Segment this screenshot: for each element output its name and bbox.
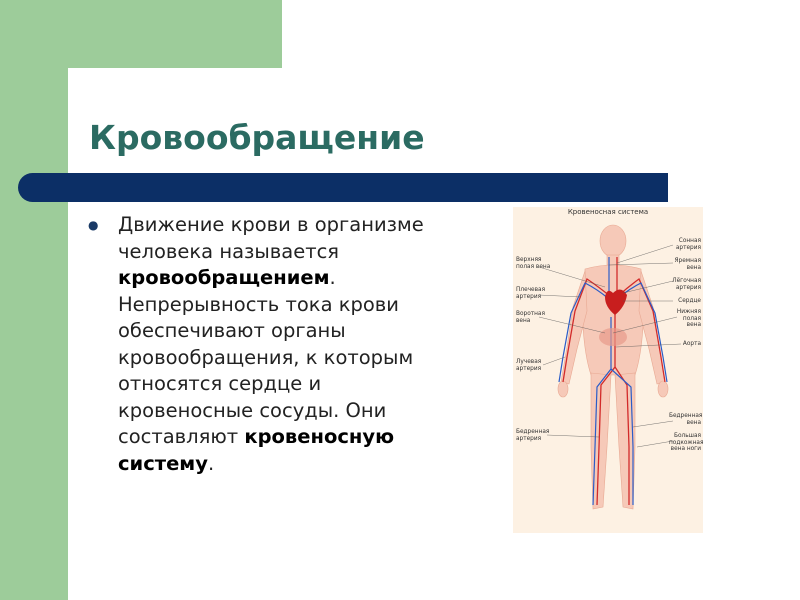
bullet-text (118, 212, 428, 477)
label-jugular-vein: Яремная вена (674, 258, 701, 271)
label-brachial-artery: Плечевая артерия (516, 287, 546, 300)
circulatory-system-figure (513, 207, 703, 533)
title-underline-bar (18, 173, 668, 202)
decor-green-left (0, 0, 68, 600)
text-part-3: . (207, 451, 215, 475)
term-blood-circulation: кровообращением (118, 266, 330, 289)
figure-title: Кровеносная система (567, 208, 649, 216)
label-femoral-vein: Бедренная вена (669, 413, 703, 426)
label-carotid-artery: Сонная артерия (675, 238, 701, 251)
text-part-2: . Непрерывность тока крови обеспечивают органы кровообращения, к которым относятся сердце и кровеносные сосуды. Они составляют (118, 266, 414, 448)
term-circulatory-system: кровеносную систему (118, 425, 395, 475)
label-aorta: Аорта (682, 341, 701, 347)
label-inferior-vena-cava: Нижняя полая вена (676, 309, 701, 328)
label-portal-vein: Воротная вена (516, 311, 545, 324)
label-pulmonary-artery: Лёгочная артерия (672, 278, 701, 291)
label-heart: Сердце (678, 298, 701, 304)
slide-title: Кровообращение (89, 118, 425, 157)
label-radial-artery: Лучевая артерия (516, 359, 542, 372)
label-femoral-artery: Бедренная артерия (516, 429, 550, 442)
label-great-saphenous-vein: Большая подкожная вена ноги (669, 433, 703, 452)
label-superior-vena-cava: Верхняя полая вена (516, 257, 551, 270)
text-part-1: Движение крови в организме человека называется (118, 213, 424, 263)
bullet-icon: ● (88, 218, 99, 232)
